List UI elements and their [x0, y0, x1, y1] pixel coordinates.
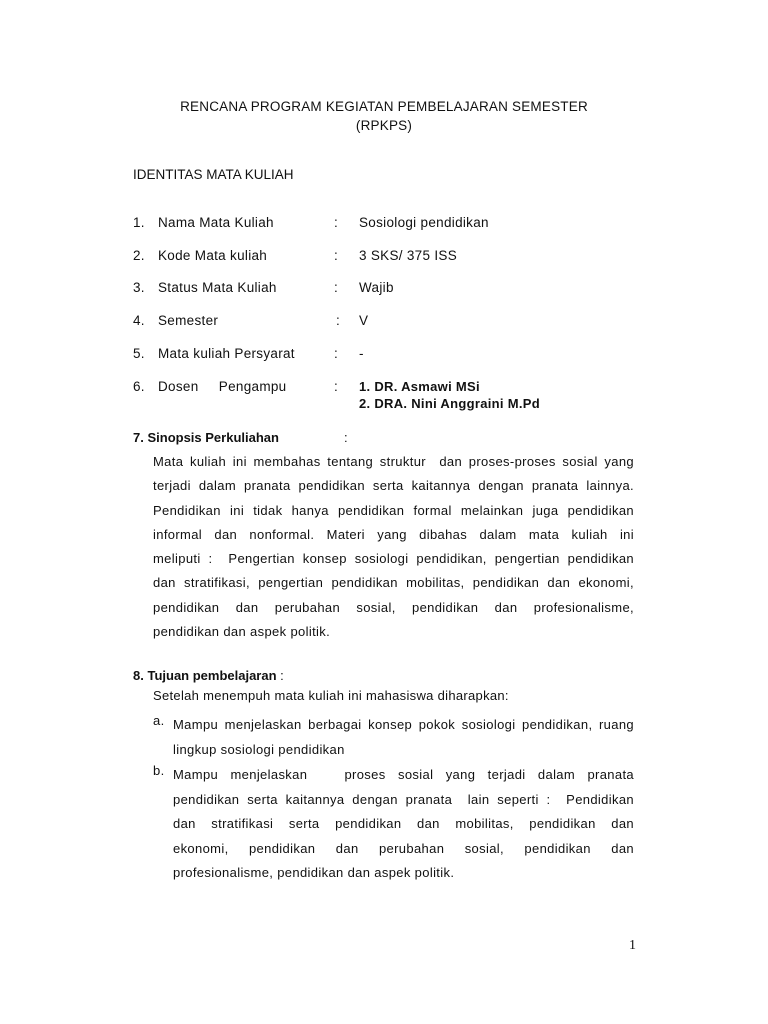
row-number: 3.	[133, 280, 145, 295]
section-title: Tujuan pembelajaran	[147, 668, 277, 683]
row-value: -	[359, 346, 364, 361]
row-colon: :	[334, 346, 339, 361]
row-number: 2.	[133, 248, 145, 263]
row-number: 6.	[133, 379, 145, 394]
document-subtitle: (RPKPS)	[355, 118, 413, 133]
row-label: Mata kuliah Persyarat	[158, 346, 295, 361]
text-line: meliputi : Pengertian konsep sosiologi pendidikan, pengertian pendidikan	[153, 551, 634, 567]
row-label: Kode Mata kuliah	[158, 248, 268, 263]
section-number: 8.	[133, 668, 144, 683]
row-colon: :	[334, 379, 339, 394]
tujuan-intro: Setelah menempuh mata kuliah ini mahasiswa diharapkan:	[153, 688, 509, 703]
text-line: lingkup sosiologi pendidikan	[173, 741, 345, 757]
text-line: ekonomi, pendidikan dan perubahan sosial, pendidikan dan	[173, 840, 634, 856]
row-label: Nama Mata Kuliah	[158, 215, 274, 230]
section-title: Sinopsis Perkuliahan	[147, 430, 279, 445]
row-value: Wajib	[359, 280, 394, 295]
list-marker: a.	[153, 713, 165, 728]
text-line: Pendidikan ini tidak hanya pendidikan formal melainkan juga pendidikan	[153, 502, 634, 518]
row-label: Semester	[158, 313, 219, 328]
text-line: profesionalisme, pendidikan dan aspek politik.	[173, 865, 455, 880]
row-label: Status Mata Kuliah	[158, 280, 277, 295]
list-marker: b.	[153, 763, 165, 778]
text-line: dan stratifikasi, pengertian pendidikan mobilitas, pendidikan dan ekonomi,	[153, 575, 634, 591]
row-colon: :	[336, 313, 341, 328]
text-line: pendidikan dan perubahan sosial, pendidikan dan profesionalisme,	[153, 599, 634, 615]
text-line: Mampu menjelaskan proses sosial yang terjadi dalam pranata	[173, 767, 634, 782]
row-value: 3 SKS/ 375 ISS	[359, 248, 458, 263]
section-colon: :	[344, 430, 348, 445]
row-colon: :	[334, 248, 339, 263]
row-number: 4.	[133, 313, 145, 328]
row-colon: :	[334, 215, 339, 230]
section-heading-sinopsis	[133, 430, 348, 445]
section-heading-identitas: IDENTITAS MATA KULIAH	[133, 167, 294, 182]
page-number: 1	[629, 938, 636, 953]
text-line: dan stratifikasi serta pendidikan dan mobilitas, pendidikan dan	[173, 816, 634, 831]
sinopsis-paragraph	[153, 450, 634, 644]
row-number: 5.	[133, 346, 145, 361]
row-label: Dosen Pengampu	[158, 379, 287, 394]
section-colon: :	[280, 668, 284, 683]
lecturer-1: 1. DR. Asmawi MSi	[359, 379, 480, 394]
row-number: 1.	[133, 215, 145, 230]
text-line: terjadi dalam pranata pendidikan serta kaitannya dengan pranata lainnya.	[153, 478, 634, 494]
row-value: Sosiologi pendidikan	[359, 215, 489, 230]
row-colon: :	[334, 280, 339, 295]
text-line: Mata kuliah ini membahas tentang struktur dan proses-proses sosial yang	[153, 454, 634, 469]
lecturer-2: 2. DRA. Nini Anggraini M.Pd	[359, 396, 540, 411]
text-line: Mampu menjelaskan berbagai konsep pokok sosiologi pendidikan, ruang	[173, 717, 634, 732]
text-line: informal dan nonformal. Materi yang dibahas dalam mata kuliah ini	[153, 526, 634, 542]
text-line: pendidikan dan aspek politik.	[153, 624, 331, 640]
text-line: pendidikan serta kaitannya dengan pranata lain seperti : Pendidikan	[173, 791, 634, 807]
section-heading-tujuan	[133, 668, 284, 683]
row-value: V	[359, 313, 369, 328]
document-title: RENCANA PROGRAM KEGIATAN PEMBELAJARAN SEMESTER	[180, 99, 588, 114]
section-number: 7.	[133, 430, 144, 445]
